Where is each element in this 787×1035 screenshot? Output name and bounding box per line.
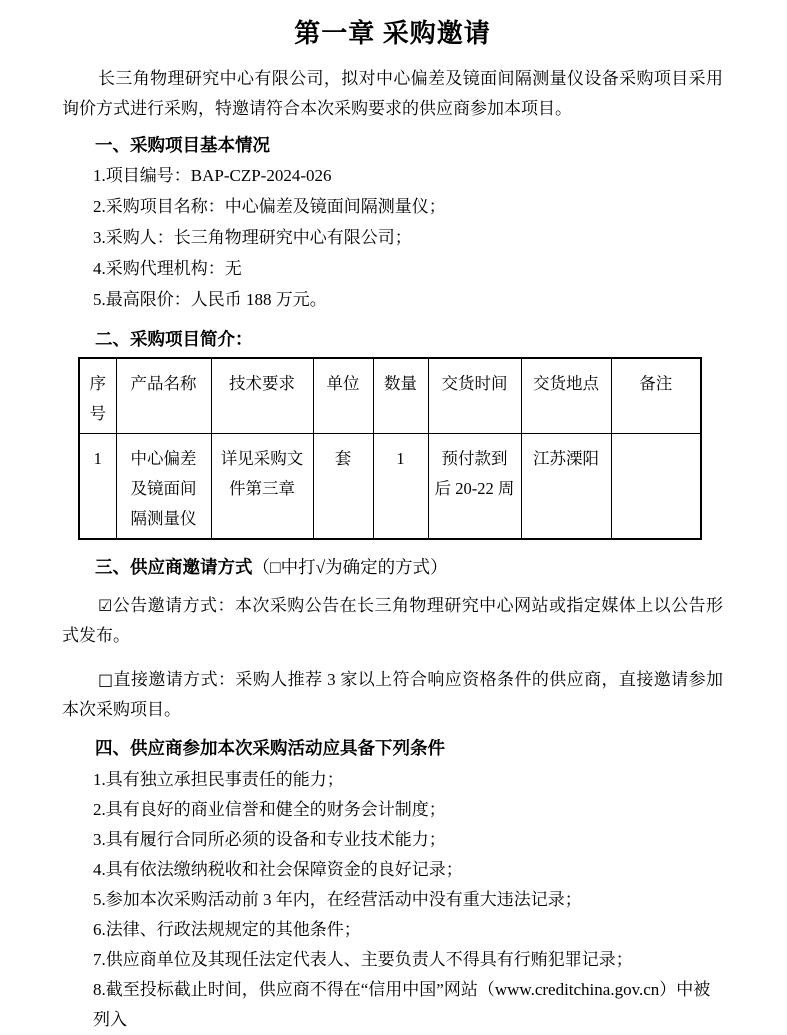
list-item: 5.最高限价：人民币 188 万元。 (93, 290, 327, 309)
col-header-delivery-time: 交货时间 (428, 358, 521, 434)
col-header-delivery-place: 交货地点 (521, 358, 611, 434)
list-item: 7.供应商单位及其现任法定代表人、主要负责人不得具有行贿犯罪记录； (93, 950, 633, 969)
cell-seq: 1 (79, 434, 116, 540)
unchecked-checkbox-icon: □ (98, 670, 114, 689)
col-header-seq: 序号 (79, 358, 116, 434)
checked-checkbox-icon: ☑ (98, 596, 113, 615)
list-item: 3.采购人：长三角物理研究中心有限公司； (93, 228, 412, 247)
col-header-unit: 单位 (313, 358, 373, 434)
section-heading-supplier-conditions: 四、供应商参加本次采购活动应具备下列条件 (95, 738, 445, 758)
list-item: 8.截至投标截止时间，供应商不得在“信用中国”网站（www.creditchina.gov.cn）中被列入 (93, 980, 711, 1029)
cell-product: 中心偏差及镜面间隔测量仪 (116, 434, 211, 540)
section-heading-invitation-method (95, 554, 723, 580)
list-item: 4.采购代理机构：无 (93, 259, 242, 278)
section-heading-project-brief: 二、采购项目简介： (95, 329, 253, 349)
option-public-announcement (62, 591, 723, 651)
option-text: 公告邀请方式：本次采购公告在长三角物理研究中心网站或指定媒体上以公告形式发布。 (62, 596, 723, 645)
list-item: 5.参加本次采购活动前 3 年内，在经营活动中没有重大违法记录； (93, 890, 582, 909)
col-header-qty: 数量 (373, 358, 428, 434)
cell-delivery-time: 预付款到后 20-22 周 (428, 434, 521, 540)
project-spec-table (78, 357, 702, 540)
cell-tech: 详见采购文件第三章 (211, 434, 313, 540)
list-item: 2.具有良好的商业信誉和健全的财务会计制度； (93, 800, 446, 819)
cell-remark (611, 434, 701, 540)
supplier-conditions-list (62, 765, 723, 1035)
col-header-product: 产品名称 (116, 358, 211, 434)
list-item: 6.法律、行政法规规定的其他条件； (93, 920, 361, 939)
list-item: 4.具有依法缴纳税收和社会保障资金的良好记录； (93, 860, 463, 879)
table-row (79, 434, 701, 540)
list-item: 2.采购项目名称：中心偏差及镜面间隔测量仪； (93, 197, 446, 216)
heading-bold-text: 三、供应商邀请方式 (95, 557, 253, 577)
cell-delivery-place: 江苏溧阳 (521, 434, 611, 540)
list-item: 1.具有独立承担民事责任的能力； (93, 770, 344, 789)
cell-qty: 1 (373, 434, 428, 540)
intro-paragraph: 长三角物理研究中心有限公司，拟对中心偏差及镜面间隔测量仪设备采购项目采用询价方式进行采购，特邀请符合本次采购要求的供应商参加本项目。 (62, 69, 723, 118)
col-header-tech: 技术要求 (211, 358, 313, 434)
heading-note: （□中打√为确定的方式） (252, 557, 448, 577)
basic-info-list (62, 160, 723, 315)
option-text: 直接邀请方式：采购人推荐 3 家以上符合响应资格条件的供应商，直接邀请参加本次采购项目。 (62, 670, 723, 719)
table-header-row (79, 358, 701, 434)
option-direct-invitation (62, 665, 723, 725)
list-item: 3.具有履行合同所必须的设备和专业技术能力； (93, 830, 446, 849)
section-heading-basic-info: 一、采购项目基本情况 (95, 135, 270, 155)
cell-unit: 套 (313, 434, 373, 540)
page-title: 第一章 采购邀请 (294, 19, 491, 48)
list-item: 1.项目编号：BAP-CZP-2024-026 (93, 166, 332, 185)
col-header-remark: 备注 (611, 358, 701, 434)
